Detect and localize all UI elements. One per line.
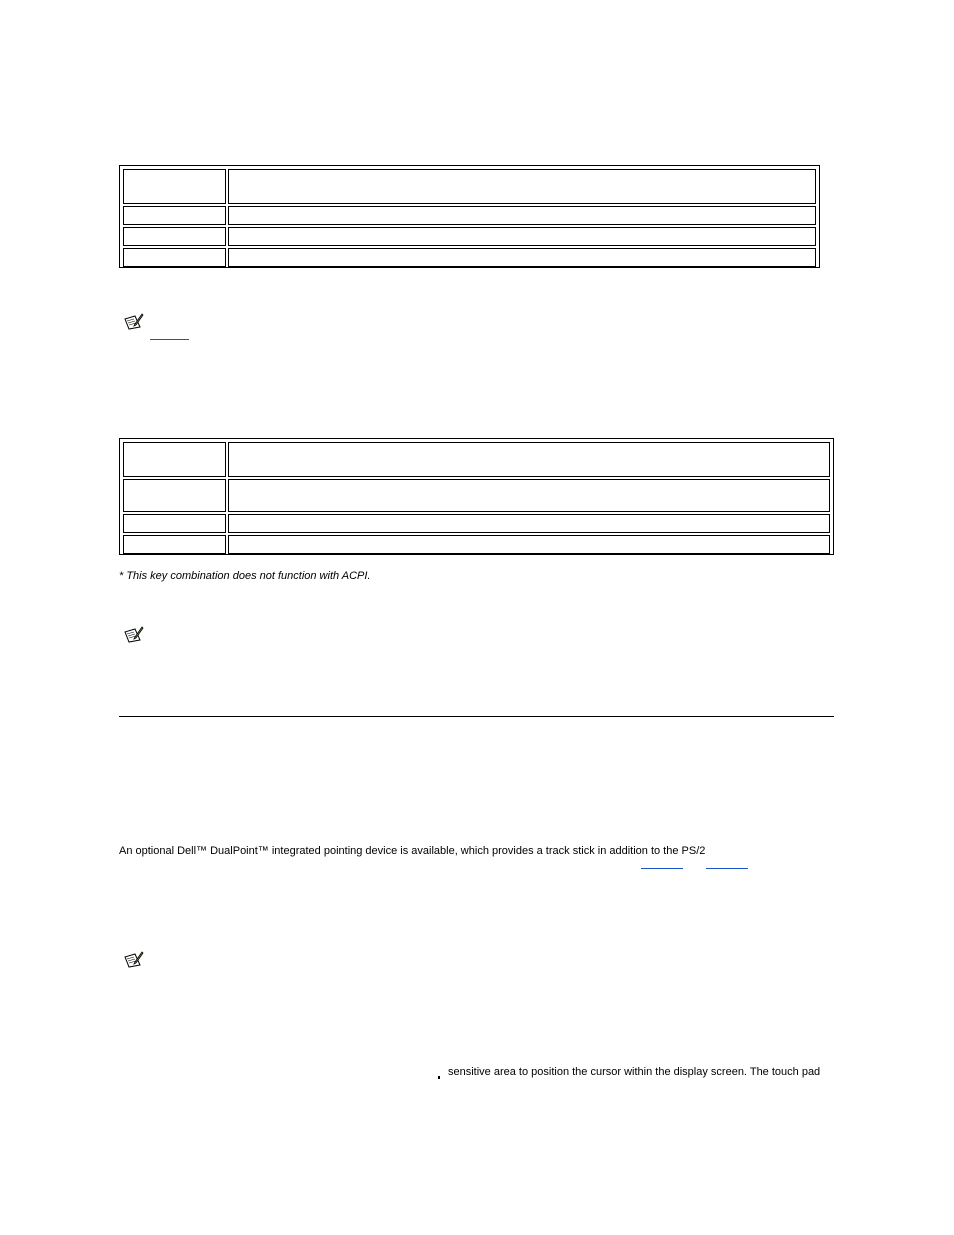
pointing-device-intro: An optional Dell™ DualPoint™ integrated pointing device is available, which provides a track stick in addition to the PS/2 — [119, 845, 706, 857]
table-2-row-2-cell-1 — [123, 514, 226, 533]
table-2-header-cell-1 — [123, 442, 226, 477]
key-combination-table-2 — [119, 438, 834, 555]
table-2-row-2-cell-2 — [228, 514, 830, 533]
note-pencil-icon — [123, 951, 145, 969]
table-1-row-1-cell-1 — [123, 206, 226, 225]
table-1-header-cell-2 — [228, 169, 816, 204]
acpi-footnote: * This key combination does not function with ACPI. — [119, 570, 371, 582]
touch-pad-text: sensitive area to position the cursor within the display screen. The touch pad — [448, 1066, 821, 1078]
note-pencil-icon — [123, 313, 145, 331]
table-1-row-3-cell-1 — [123, 248, 226, 267]
pointing-link-1[interactable] — [641, 868, 683, 869]
note-pencil-icon — [123, 626, 145, 644]
table-2-header-cell-2 — [228, 442, 830, 477]
key-combination-table-1 — [119, 165, 820, 268]
table-1-row-2-cell-2 — [228, 227, 816, 246]
section-divider — [119, 716, 834, 717]
table-1-header-cell-1 — [123, 169, 226, 204]
table-1-row-2-cell-1 — [123, 227, 226, 246]
table-2-row-3-cell-1 — [123, 535, 226, 554]
pointing-link-2[interactable] — [706, 868, 748, 869]
table-2-row-3-cell-2 — [228, 535, 830, 554]
table-1-row-1-cell-2 — [228, 206, 816, 225]
table-1-row-3-cell-2 — [228, 248, 816, 267]
stray-mark — [438, 1076, 440, 1079]
table-2-row-1-cell-2 — [228, 479, 830, 512]
table-2-row-1-cell-1 — [123, 479, 226, 512]
note-1-link[interactable] — [150, 339, 189, 340]
